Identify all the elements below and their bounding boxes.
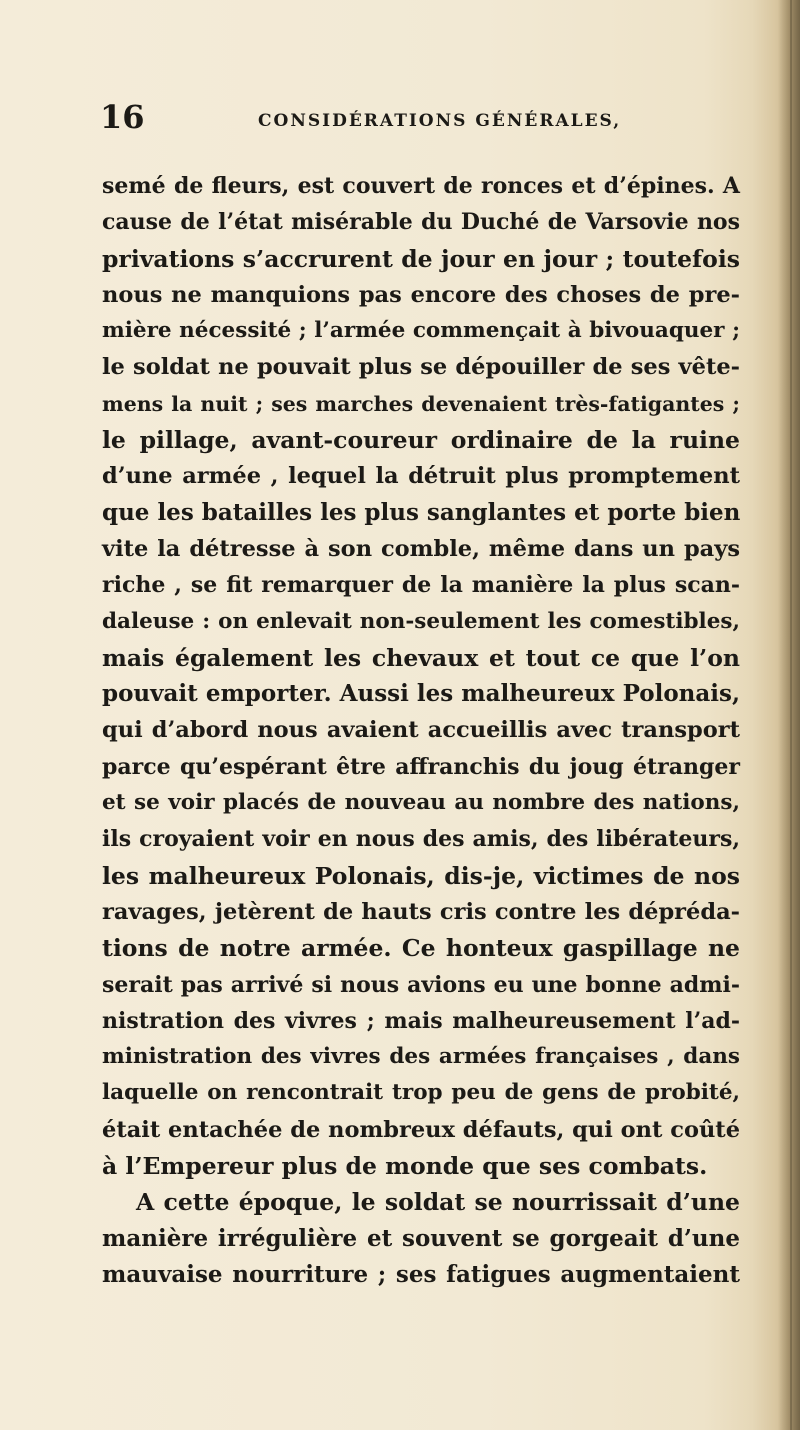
text-line: nistration des vivres ; mais malheureusement l’ad- [102, 1007, 740, 1034]
text-line-paragraph-end: à l’Empereur plus de monde que ses combats. [102, 1152, 708, 1181]
text-line: nous ne manquions pas encore des choses de pre- [102, 281, 740, 308]
text-line: privations s’accrurent de jour en jour ; toutefois [102, 244, 740, 273]
text-line: pouvait emporter. Aussi les malheureux Polonais, [102, 680, 740, 708]
text-line: riche , se fit remarquer de la manière la plus scan- [102, 572, 740, 599]
text-line: vite la détresse à son comble, même dans un pays [102, 535, 740, 562]
text-line: mens la nuit ; ses marches devenaient très-fatigantes ; [102, 391, 740, 416]
text-line: le pillage, avant-coureur ordinaire de la ruine [102, 426, 740, 455]
text-line: ministration des vivres des armées françaises , dans [102, 1044, 740, 1070]
text-line-paragraph-start: A cette époque, le soldat se nourrissait d’une [136, 1188, 740, 1217]
page-edge-line [790, 0, 792, 1430]
text-line: était entachée de nombreux défauts, qui ont coûté [102, 1116, 741, 1143]
text-line: ils croyaient voir en nous des amis, des libérateurs, [102, 826, 740, 853]
text-line: qui d’abord nous avaient accueillis avec transport [102, 717, 740, 744]
text-line: laquelle on rencontrait trop peu de gens de probité, [102, 1080, 740, 1106]
page-header [100, 95, 740, 143]
text-line: semé de fleurs, est couvert de ronces et d’épines. A [102, 173, 740, 199]
text-line: parce qu’espérant être affranchis du joug étranger [102, 753, 740, 780]
text-line: et se voir placés de nouveau au nombre des nations, [102, 790, 740, 816]
text-line: daleuse : on enlevait non-seulement les comestibles, [102, 608, 740, 634]
body-text [102, 168, 740, 1293]
running-head: CONSIDÉRATIONS GÉNÉRALES, [258, 111, 622, 131]
text-line: d’une armée , lequel la détruit plus promptement [102, 463, 740, 490]
text-line: le soldat ne pouvait plus se dépouiller de ses vête- [102, 354, 740, 381]
text-line: mière nécessité ; l’armée commençait à bivouaquer ; [102, 318, 740, 344]
text-line: que les batailles les plus sanglantes et porte bien [102, 498, 741, 526]
text-line: ravages, jetèrent de hauts cris contre les dépréda- [102, 898, 740, 925]
text-line: mais également les chevaux et tout ce que l’on [102, 643, 740, 672]
page-number: 16 [100, 98, 145, 136]
text-line: cause de l’état misérable du Duché de Varsovie nos [102, 209, 740, 236]
text-line: serait pas arrivé si nous avions eu une bonne admi- [102, 971, 740, 998]
page-edge-shadow [778, 0, 800, 1430]
text-line: les malheureux Polonais, dis-je, victimes de nos [102, 861, 740, 890]
text-line: manière irrégulière et souvent se gorgeait d’une [102, 1224, 740, 1252]
text-line: mauvaise nourriture ; ses fatigues augmentaient [102, 1260, 740, 1288]
text-line: tions de notre armée. Ce honteux gaspillage ne [102, 934, 740, 963]
